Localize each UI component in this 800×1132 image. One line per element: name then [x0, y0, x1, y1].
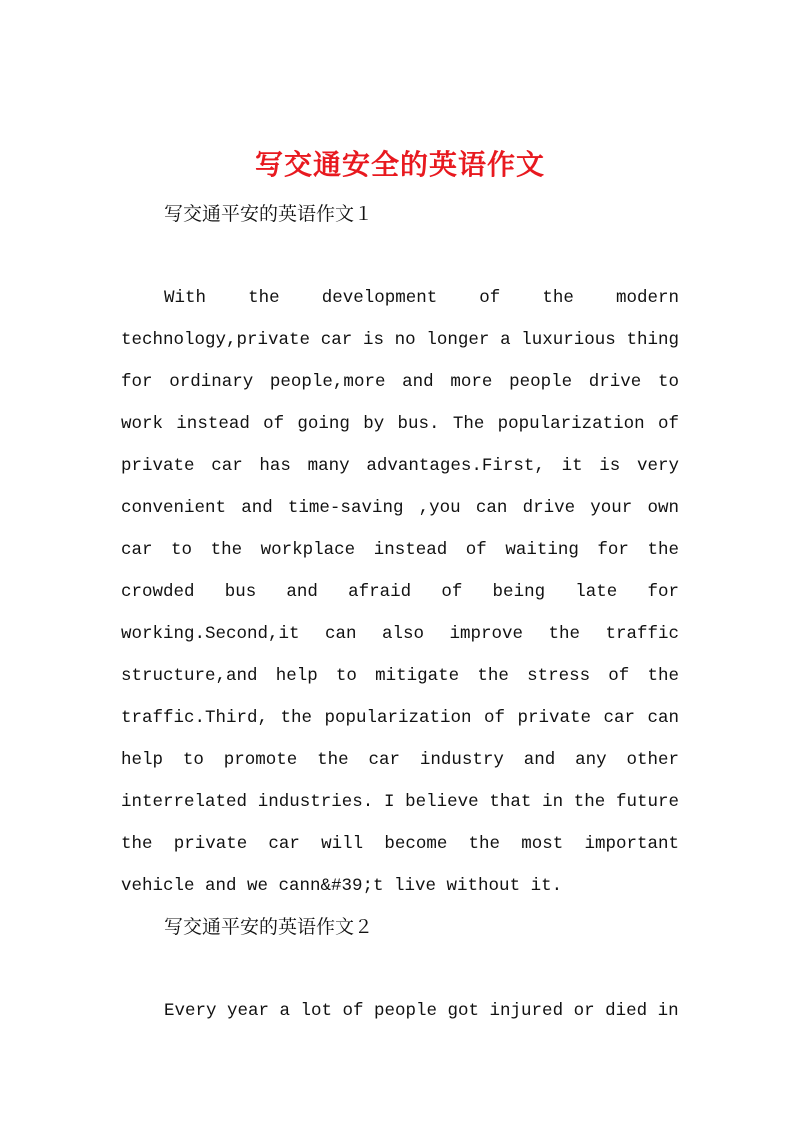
section-paragraph-1: With the development of the modern technology,private car is no longer a luxurious thing for ordinary people,more and more people drive to work instead of going by bus. The popularization of private car has many advantages.First, it is very convenient and time-saving ,you can drive your own car to the workplace instead of waiting for the crowded bus and afraid of being late for working.Second,it can also improve the traffic structure,and help to mitigate the stress of the traffic.Third, the popularization of private car can help to promote the car industry and any other interrelated industries. I believe that in the future the private car will become the most important vehicle and we cann&#39;t live without it. — [121, 288, 679, 896]
section-heading-1: 写交通平安的英语作文１ — [164, 203, 374, 225]
section-paragraph-2: Every year a lot of people got injured or died in — [164, 1001, 679, 1021]
section-heading-2: 写交通平安的英语作文２ — [164, 916, 374, 938]
page-title: 写交通安全的英语作文 — [254, 147, 545, 181]
